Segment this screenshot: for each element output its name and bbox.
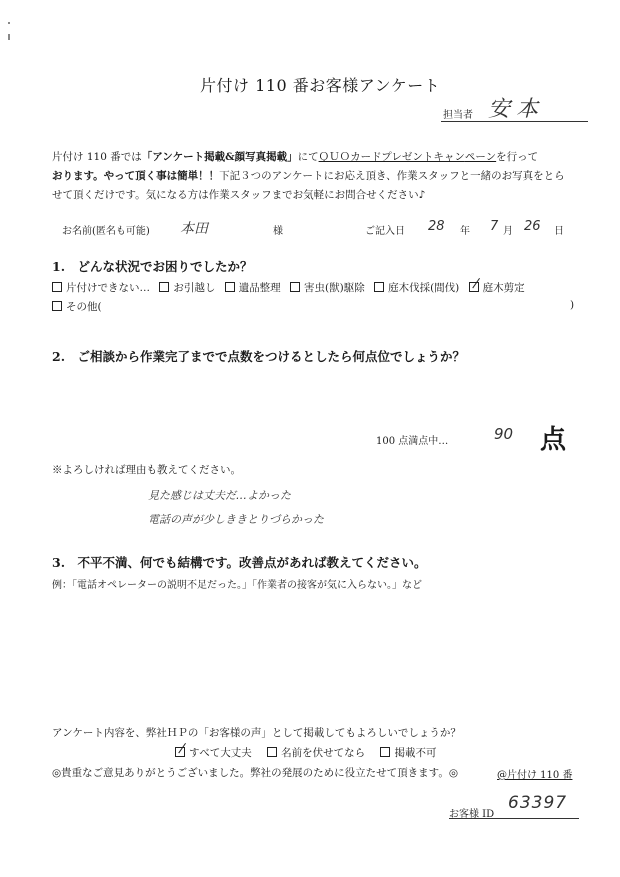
intro-line3: せて頂くだけです。気になる方は作業スタッフまでお気軽にお問合せください♪ — [52, 189, 426, 201]
publish-option-no[interactable] — [380, 747, 436, 759]
publish-question: アンケート内容を、弊社ＨＰの「お客様の声」として掲載してもよろしいでしょうか？ — [52, 727, 461, 739]
option-label: 庭木伐採(間伐) — [388, 282, 460, 294]
question-2-label: 2. ご相談から作業完了までで点数をつけるとしたら何点位でしょうか？ — [52, 349, 466, 364]
checkbox-checked[interactable] — [469, 282, 479, 292]
option-label: 片付けできない… — [66, 282, 150, 294]
option-estate-clearing[interactable] — [225, 282, 281, 294]
brand-signature: @片付け 110 番 — [497, 770, 573, 781]
option-other-label: その他( — [66, 301, 102, 313]
reason-line-2[interactable]: 電話の声が少しききとりづらかった — [148, 513, 324, 526]
thanks-message: ◎貴重なご意見ありがとうございました。弊社の発展のために役立たせて頂きます。◎ — [52, 767, 458, 779]
year-unit: 年 — [460, 226, 470, 237]
intro-campaign: 「アンケート掲載&顔写真掲載」 — [141, 151, 298, 163]
checkbox[interactable] — [290, 282, 300, 292]
checkbox[interactable] — [225, 282, 235, 292]
option-label: 掲載不可 — [394, 747, 437, 759]
honorific: 様 — [273, 226, 283, 237]
name-field[interactable]: 本田 — [180, 221, 208, 237]
name-label: お名前(匿名も可能) — [62, 226, 150, 237]
intro-quo-campaign-2: ペーン — [464, 151, 497, 163]
checkbox[interactable] — [159, 282, 169, 292]
question-3-label: 3. 不平不満、何でも結構です。改善点があれば教えてください。 — [52, 555, 427, 570]
option-tree-pruning[interactable] — [469, 282, 525, 294]
intro-part1: 片付け 110 番では — [52, 151, 142, 163]
question-1-label: 1. どんな状況でお困りでしたか？ — [52, 259, 253, 274]
option-label: 害虫(獣)駆除 — [304, 282, 365, 294]
intro-part3: を行って — [496, 151, 539, 163]
intro-part2: にて — [297, 151, 319, 163]
checkbox[interactable] — [52, 301, 62, 311]
intro-quo-campaign: ＱＵＯカードプレゼントキャン — [318, 151, 465, 163]
year-field[interactable]: 28 — [428, 219, 445, 234]
customer-id-label: お客様 ID — [449, 809, 495, 820]
date-label: ご記入日 — [365, 226, 405, 237]
score-label: 100 点満点中… — [376, 436, 449, 447]
intro-line2-bold: おります。やって頂く事は簡単！！ — [52, 170, 220, 182]
page-title: 片付け 110 番お客様アンケート — [200, 76, 441, 95]
publish-options — [175, 745, 442, 760]
month-unit: 月 — [503, 226, 513, 237]
option-cant-tidy[interactable] — [52, 282, 150, 294]
option-label: 遺品整理 — [238, 282, 281, 294]
day-unit: 日 — [554, 226, 564, 237]
question-3-example: 例：「電話オペレーターの説明不足だった。」「作業者の接客が気に入らない。」など — [52, 580, 422, 591]
staff-underline — [441, 121, 588, 122]
reason-prompt: ※よろしければ理由も教えてください。 — [52, 464, 241, 476]
question-3-answer-area[interactable] — [52, 596, 592, 706]
checkbox[interactable] — [380, 747, 390, 757]
day-field[interactable]: 26 — [524, 219, 541, 234]
option-moving[interactable] — [159, 282, 215, 294]
scan-mark — [8, 34, 10, 40]
option-label: すべて大丈夫 — [189, 747, 252, 759]
scan-mark — [8, 22, 10, 24]
checkbox-checked[interactable] — [175, 747, 185, 757]
option-pest-control[interactable] — [290, 282, 365, 294]
question-1-options — [52, 280, 531, 295]
month-field[interactable]: 7 — [490, 219, 499, 234]
reason-line-1[interactable]: 見た感じは丈夫だ…よかった — [148, 489, 291, 502]
score-field[interactable]: 90 — [494, 425, 514, 443]
staff-value[interactable]: 安本 — [488, 97, 545, 122]
option-label: 庭木剪定 — [482, 282, 525, 294]
option-other-close: ) — [570, 299, 575, 311]
staff-label: 担当者 — [443, 110, 473, 121]
checkbox[interactable] — [374, 282, 384, 292]
customer-id-underline — [449, 818, 579, 819]
publish-option-all-ok[interactable] — [175, 747, 252, 759]
customer-id-field[interactable]: 63397 — [508, 793, 568, 813]
option-tree-felling[interactable] — [374, 282, 459, 294]
checkbox[interactable] — [52, 282, 62, 292]
checkbox[interactable] — [267, 747, 277, 757]
option-label: お引越し — [173, 282, 216, 294]
option-other[interactable] — [52, 299, 102, 314]
score-unit: 点 — [540, 425, 567, 455]
intro-line2: 下記３つのアンケートにお応え頂き、作業スタッフと一緒のお写真をとら — [219, 170, 565, 182]
option-label: 名前を伏せてなら — [281, 747, 366, 759]
publish-option-anonymous[interactable] — [267, 747, 365, 759]
intro-text — [52, 148, 592, 205]
